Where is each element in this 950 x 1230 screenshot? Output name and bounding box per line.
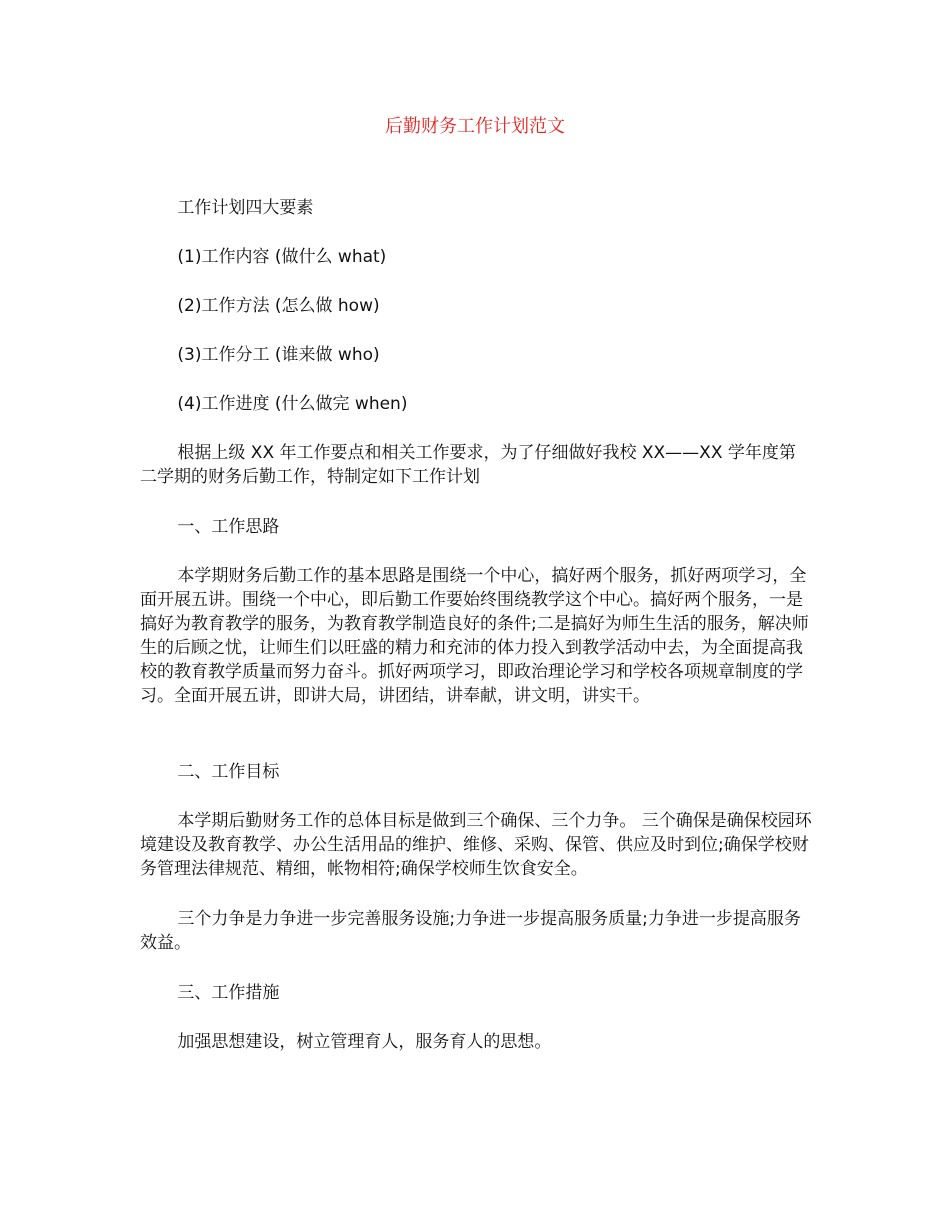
section-heading-approach: 一、工作思路 xyxy=(177,517,280,537)
paragraph-elements-heading: 工作计划四大要素 xyxy=(177,198,314,218)
paragraph-strive: 三个力争是力争进一步完善服务设施;力争进一步提高服务质量;力争进一步提高服务效益。 xyxy=(140,909,801,953)
section-heading-measures: 三、工作措施 xyxy=(177,983,280,1003)
section-heading-goals: 二、工作目标 xyxy=(177,762,280,782)
paragraph-goals: 本学期后勤财务工作的总体目标是做到三个确保、三个力争。 三个确保是确保校园环境建设及教育教学、办公生活用品的维护、维修、采购、保管、供应及时到位;确保学校财务管理法律规范、精细，帐物相符;确保学校师生饮食安全。 xyxy=(140,811,812,879)
paragraph-element-method: (2)工作方法 (怎么做 how) xyxy=(177,296,380,316)
paragraph-approach: 本学期财务后勤工作的基本思路是围绕一个中心，搞好两个服务，抓好两项学习，全面开展五讲。围绕一个中心，即后勤工作要始终围绕教学这个中心。搞好两个服务，一是搞好为教育教学的服务，为教育教学制造良好的条件;二是搞好为师生生活的服务，解决师生的后顾之忧，让师生们以旺盛的精力和充沛的体力投入到教学活动中去，为全面提高我校的教育教学质量而努力奋斗。抓好两项学习，即政治理论学习和学校各项规章制度的学习。全面开展五讲，即讲大局，讲团结，讲奉献，讲文明，讲实干。 xyxy=(140,566,809,706)
paragraph-element-progress: (4)工作进度 (什么做完 when) xyxy=(177,394,408,414)
paragraph-element-division: (3)工作分工 (谁来做 who) xyxy=(177,345,380,365)
paragraph-intro: 根据上级 XX 年工作要点和相关工作要求，为了仔细做好我校 XX——XX 学年度第二学期的财务后勤工作，特制定如下工作计划 xyxy=(140,443,796,487)
paragraph-measures: 加强思想建设，树立管理育人，服务育人的思想。 xyxy=(177,1032,552,1052)
document-title: 后勤财务工作计划范文 xyxy=(385,116,565,137)
paragraph-element-content: (1)工作内容 (做什么 what) xyxy=(177,247,387,267)
